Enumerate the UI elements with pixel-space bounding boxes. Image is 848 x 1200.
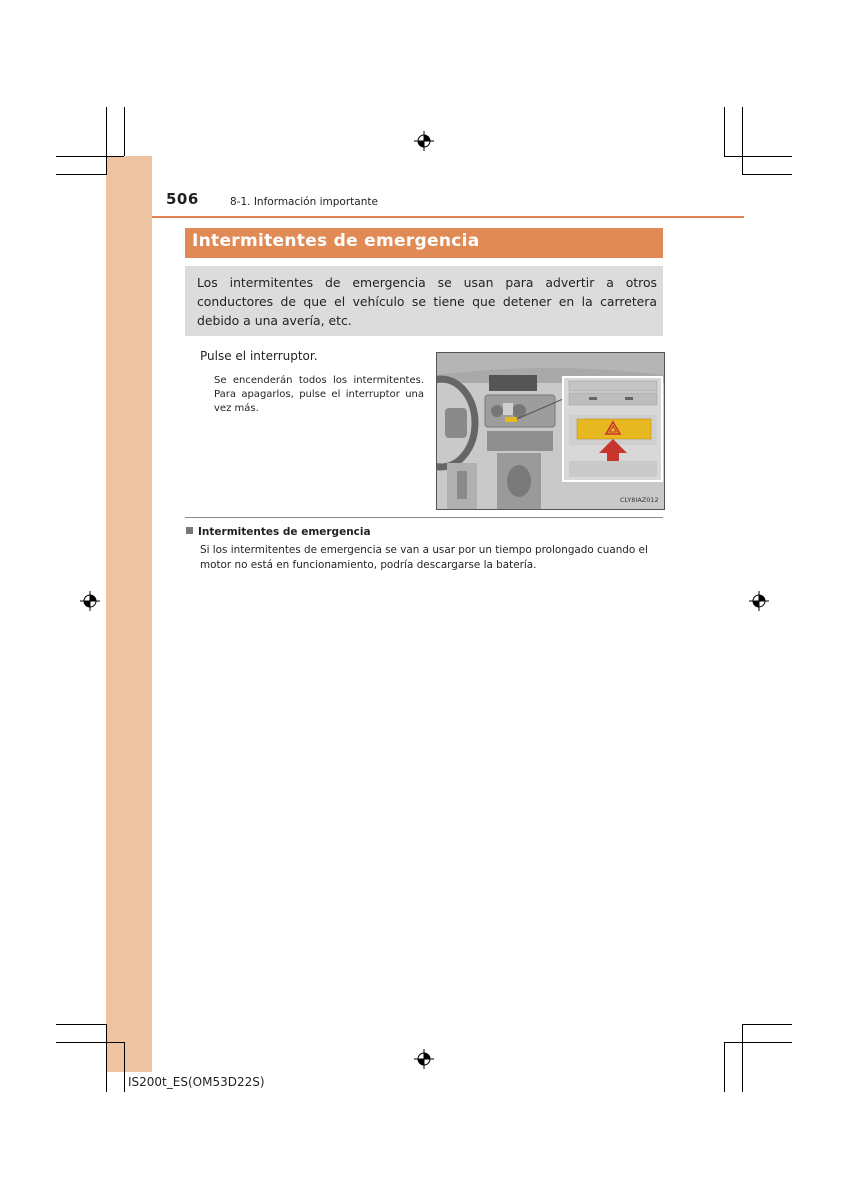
note-heading [186, 526, 371, 538]
page-side-tab [106, 156, 152, 1072]
crop-mark-bl [106, 1024, 107, 1092]
header-rule [152, 216, 744, 218]
dashboard-illustration [436, 352, 665, 510]
crop-mark-tl [56, 156, 124, 157]
crop-mark-tr [724, 156, 792, 157]
bullet-square-icon [186, 527, 193, 534]
registration-mark-icon [414, 1049, 434, 1069]
step-note: Se encenderán todos los intermitentes. Para apagarlos, pulse el interruptor una vez más. [214, 375, 424, 414]
crop-mark-bl [124, 1042, 125, 1092]
crop-mark-tr [724, 107, 725, 156]
page-number: 506 [166, 190, 199, 208]
step-instruction: Pulse el interruptor. [200, 349, 318, 363]
registration-mark-icon [414, 131, 434, 151]
registration-mark-icon [80, 591, 100, 611]
figure-code: CLY8IAZ012 [620, 496, 659, 504]
crop-mark-br [724, 1042, 725, 1092]
footer-code: IS200t_ES(OM53D22S) [128, 1075, 265, 1089]
crop-mark-bl [56, 1042, 124, 1043]
intro-text: Los intermitentes de emergencia se usan para advertir a otros conductores de que el vehículo se tiene que detener en la carretera debido a una avería, etc. [197, 275, 657, 328]
registration-mark-icon [749, 591, 769, 611]
crop-mark-tl [106, 107, 107, 175]
dashboard-drawing [437, 353, 664, 509]
crop-mark-br [742, 1024, 743, 1092]
crop-mark-bl [56, 1024, 106, 1025]
crop-mark-tr [743, 174, 792, 175]
crop-mark-br [724, 1042, 792, 1043]
section-title: 8-1. Información importante [230, 196, 378, 208]
note-text: Si los intermitentes de emergencia se van a usar por un tiempo prolongado cuando el motor no está en funcionamiento, podría descargarse la batería. [200, 544, 648, 571]
note-heading-text: Intermitentes de emergencia [198, 526, 371, 538]
crop-mark-tr [742, 107, 743, 175]
crop-mark-br [743, 1024, 792, 1025]
note-separator [185, 517, 663, 518]
crop-mark-tl [56, 174, 106, 175]
page-title: Intermitentes de emergencia [192, 231, 480, 251]
crop-mark-tl [124, 107, 125, 156]
